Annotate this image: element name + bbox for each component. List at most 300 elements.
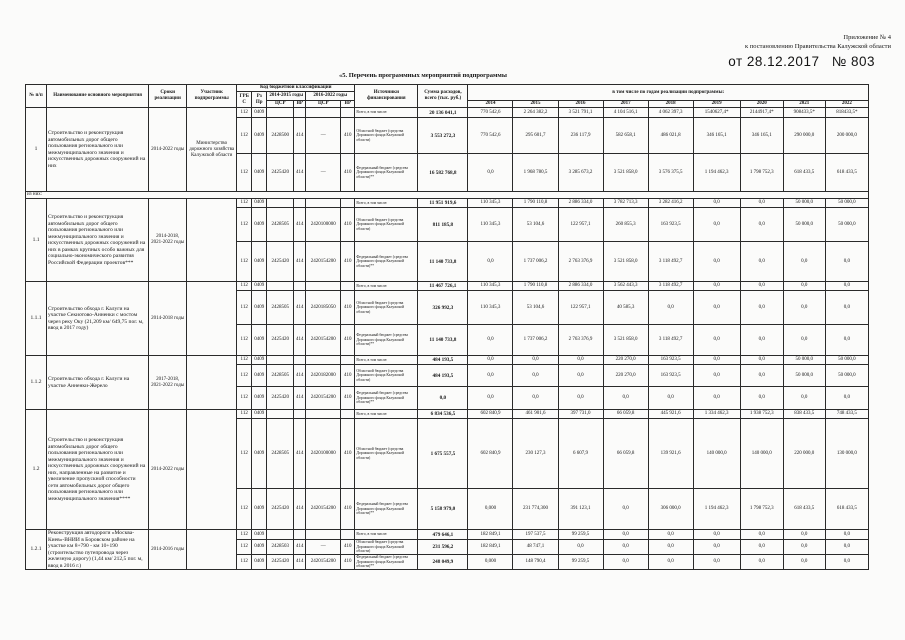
year-value-2019: 0,0 — [693, 356, 740, 365]
grbs-code: 112 — [237, 325, 252, 356]
grbs-code: 112 — [237, 208, 252, 242]
year-value-2022: 0,0 — [825, 554, 868, 569]
csr-code-2016-2022: — — [306, 154, 341, 192]
csr-code-2016-2022: 2420100000 — [306, 208, 341, 242]
vr-code-2016-2022: 410 — [341, 387, 355, 410]
year-value-2019: 0,0 — [693, 242, 740, 282]
csr-code-2016-2022 — [306, 108, 341, 118]
year-value-2015: 1 737 006,2 — [513, 242, 558, 282]
col-2014-2015: 2014-2015 годы — [267, 92, 306, 101]
csr-code-2016-2022 — [306, 282, 341, 291]
year-value-2017: 3 521 858,0 — [603, 154, 648, 192]
year-value-2020: 0,0 — [740, 325, 783, 356]
year-value-2014: 602 840,9 — [468, 410, 513, 419]
vr-code-2016-2022 — [341, 356, 355, 365]
rzpr-code: 0409 — [252, 356, 267, 365]
year-value-2022: 818433,5* — [825, 108, 868, 118]
vr-code-2016-2022: 410 — [341, 325, 355, 356]
funding-source: Областной бюджет (средства Дорожного фонда Калужской области) — [355, 365, 418, 387]
year-value-2015: 197 537,5 — [513, 530, 558, 540]
year-value-2018: 0,0 — [648, 387, 693, 410]
year-value-2014: 602 840,9 — [468, 419, 513, 489]
csr-code-2014-2015: 2428505 — [267, 419, 294, 489]
year-value-2016: 122 957,1 — [558, 208, 603, 242]
col-source: Источники финансирования — [355, 85, 418, 108]
rzpr-code: 0409 — [252, 530, 267, 540]
participant — [187, 199, 237, 282]
year-value-2017: 0,0 — [603, 530, 648, 540]
funding-source: Федеральный бюджет (средства Дорожного фонда Калужской области)** — [355, 387, 418, 410]
measure-name: Строительство и реконструкция автомобильных дорог общего пользования регионального или межмуниципального значения и искусственных дорожных сооружений на них — [47, 108, 149, 192]
vr-code-2016-2022 — [341, 199, 355, 208]
grbs-code: 112 — [237, 530, 252, 540]
csr-code-2016-2022: 2420154200 — [306, 325, 341, 356]
vr-code-2014-2015: 414 — [294, 540, 306, 555]
year-value-2015: 461 901,6 — [513, 410, 558, 419]
year-value-2016: 0,0 — [558, 540, 603, 555]
year-value-2014: 110 345,3 — [468, 291, 513, 325]
year-value-2019: 1540627,4* — [693, 108, 740, 118]
year-value-2018: 3 118 492,7 — [648, 282, 693, 291]
year-value-2016: 0,0 — [558, 356, 603, 365]
total-sum: 5 158 979,0 — [418, 489, 468, 530]
year-value-2014: 182 849,1 — [468, 540, 513, 555]
rzpr-code: 0409 — [252, 242, 267, 282]
year-value-2016: 122 957,1 — [558, 291, 603, 325]
year-value-2017: 3 562 443,3 — [603, 282, 648, 291]
table-row-note — [26, 192, 869, 199]
table-row — [26, 108, 869, 118]
year-value-2020: 0,0 — [740, 554, 783, 569]
year-value-2021: 50 000,0 — [783, 365, 825, 387]
program-measures-table — [25, 84, 869, 570]
year-value-2019: 0,0 — [693, 530, 740, 540]
row-number: 1 — [26, 108, 47, 192]
year-value-2019: 0,0 — [693, 325, 740, 356]
vr-code-2014-2015: 414 — [294, 242, 306, 282]
year-value-2016: 236 117,9 — [558, 118, 603, 154]
year-value-2017: 4 104 516,1 — [603, 108, 648, 118]
csr-code-2014-2015 — [267, 356, 294, 365]
year-value-2018: 0,0 — [648, 554, 693, 569]
year-value-2014: 770 542,6 — [468, 118, 513, 154]
year-value-2016: 2 886 334,0 — [558, 199, 603, 208]
year-value-2021: 0,0 — [783, 554, 825, 569]
year-value-2018: 306 000,0 — [648, 489, 693, 530]
year-value-2021: 50 000,0 — [783, 356, 825, 365]
funding-source: Всего, в том числе: — [355, 356, 418, 365]
year-value-2015: 0,0 — [513, 387, 558, 410]
total-sum: 20 136 041,1 — [418, 108, 468, 118]
funding-source: Всего, в том числе: — [355, 410, 418, 419]
csr-code-2016-2022: — — [306, 118, 341, 154]
vr-code-2016-2022: 410 — [341, 118, 355, 154]
year-value-2018: 163 923,5 — [648, 356, 693, 365]
year-value-2020: 0,0 — [740, 199, 783, 208]
year-value-2018: 486 021,8 — [648, 118, 693, 154]
grbs-code: 112 — [237, 410, 252, 419]
row-number: 1.2.1 — [26, 530, 47, 570]
funding-source: Федеральный бюджет (средства Дорожного фонда Калужской области)** — [355, 489, 418, 530]
year-value-2019: 0,0 — [693, 291, 740, 325]
csr-code-2014-2015: 2425420 — [267, 489, 294, 530]
col-csr-2: ЦСР — [306, 101, 341, 108]
year-value-2019: 0,0 — [693, 282, 740, 291]
total-sum: 6 834 536,5 — [418, 410, 468, 419]
csr-code-2016-2022: 2420154200 — [306, 554, 341, 569]
year-value-2017: 0,0 — [603, 489, 648, 530]
csr-code-2014-2015: 2425420 — [267, 387, 294, 410]
vr-code-2014-2015 — [294, 410, 306, 419]
vr-code-2014-2015 — [294, 356, 306, 365]
grbs-code: 112 — [237, 554, 252, 569]
funding-source: Всего, в том числе: — [355, 199, 418, 208]
csr-code-2014-2015: 2428503 — [267, 540, 294, 555]
decree-reference — [728, 54, 875, 69]
vr-code-2016-2022 — [341, 530, 355, 540]
year-value-2016: 397 731,0 — [558, 410, 603, 419]
year-value-2020: 0,0 — [740, 365, 783, 387]
year-value-2017: 3 782 713,3 — [603, 199, 648, 208]
year-value-2022: 50 000,0 — [825, 199, 868, 208]
rzpr-code: 0409 — [252, 365, 267, 387]
year-value-2018: 0,0 — [648, 530, 693, 540]
year-value-2016: 6 607,9 — [558, 419, 603, 489]
csr-code-2016-2022 — [306, 356, 341, 365]
vr-code-2016-2022: 410 — [341, 242, 355, 282]
vr-code-2016-2022: 410 — [341, 419, 355, 489]
year-value-2022: 0,0 — [825, 387, 868, 410]
total-sum: 811 185,8 — [418, 208, 468, 242]
col-num: № п/п — [26, 85, 47, 108]
vr-code-2016-2022: 410 — [341, 208, 355, 242]
year-value-2019: 1 194 462,3 — [693, 154, 740, 192]
document-title: «5. Перечень программных мероприятий подпрограммы — [339, 72, 507, 79]
csr-code-2014-2015 — [267, 530, 294, 540]
grbs-code: 112 — [237, 242, 252, 282]
col-by-year: в том числе по годам реализации подпрограммы: — [468, 85, 869, 101]
year-value-2020: 346 165,1 — [740, 118, 783, 154]
table-row — [26, 199, 869, 208]
csr-code-2016-2022: 2420154200 — [306, 242, 341, 282]
rzpr-code: 0409 — [252, 108, 267, 118]
year-value-2014: 0,0 — [468, 387, 513, 410]
col-term: Сроки реализации — [149, 85, 187, 108]
total-sum: 11 951 919,6 — [418, 199, 468, 208]
csr-code-2016-2022 — [306, 530, 341, 540]
funding-source: Всего, в том числе: — [355, 530, 418, 540]
year-value-2018: 3 576 375,5 — [648, 154, 693, 192]
rzpr-code: 0409 — [252, 387, 267, 410]
year-value-2022: 0,0 — [825, 282, 868, 291]
funding-source: Федеральный бюджет (средства Дорожного фонда Калужской области)** — [355, 325, 418, 356]
implementation-term: 2014-2016 годы — [149, 530, 187, 570]
rzpr-code: 0409 — [252, 208, 267, 242]
measure-name: Строительство и реконструкция автомобильных дорог общего пользования регионального или межмуниципального значения и искусственных дорожных сооружений на них, направленные на развитие и увеличение пропускной способности сети автомобильных дорог общего пользования регионального или межмуниципального значения**** — [47, 410, 149, 530]
year-value-2018: 445 921,6 — [648, 410, 693, 419]
funding-source: Областной бюджет (средства Дорожного фонда Калужской области) — [355, 208, 418, 242]
row-number: 1.1.2 — [26, 356, 47, 410]
year-value-2018: 163 923,5 — [648, 365, 693, 387]
year-value-2019: 1 334 462,3 — [693, 410, 740, 419]
year-value-2016: 0,0 — [558, 365, 603, 387]
year-value-2021: 0,0 — [783, 530, 825, 540]
vr-code-2014-2015: 414 — [294, 325, 306, 356]
csr-code-2016-2022: 2420154200 — [306, 387, 341, 410]
rzpr-code: 0409 — [252, 118, 267, 154]
year-value-2014: 770 542,6 — [468, 108, 513, 118]
year-value-2022: 0,0 — [825, 540, 868, 555]
funding-source: Областной бюджет (средства Дорожного фонда Калужской области) — [355, 118, 418, 154]
year-value-2022: 50 000,0 — [825, 208, 868, 242]
year-value-2016: 99 259,5 — [558, 530, 603, 540]
funding-source: Областной бюджет (средства Дорожного фонда Калужской области) — [355, 419, 418, 489]
year-value-2021: 618 433,5 — [783, 489, 825, 530]
funding-source: Всего, в том числе: — [355, 108, 418, 118]
csr-code-2016-2022 — [306, 410, 341, 419]
year-value-2021: 908433,5* — [783, 108, 825, 118]
year-value-2019: 140 000,0 — [693, 419, 740, 489]
year-value-2021: 838 433,5 — [783, 410, 825, 419]
total-sum: 11 467 726,1 — [418, 282, 468, 291]
year-value-2014: 110 345,3 — [468, 282, 513, 291]
table-row — [26, 530, 869, 540]
col-year-2016: 2016 — [558, 101, 603, 108]
year-value-2014: 0,0 — [468, 242, 513, 282]
col-name: Наименование основного мероприятия — [47, 85, 149, 108]
vr-code-2016-2022 — [341, 410, 355, 419]
implementation-term: 2014-2022 годы — [149, 410, 187, 530]
rzpr-code: 0409 — [252, 540, 267, 555]
csr-code-2014-2015: 2428505 — [267, 291, 294, 325]
measure-name: Реконструкция автодороги «Москва-Киев»-ВНИИ в Боровском районе на участке км 8+790 - км 10+190 (строительство путепровода через железную дорогу) (1,44 км/ 212,5 пог. м, ввод в 2016 г.) — [47, 530, 149, 570]
vr-code-2014-2015: 414 — [294, 387, 306, 410]
total-sum: 248 049,9 — [418, 554, 468, 569]
year-value-2020: 0,0 — [740, 291, 783, 325]
total-sum: 3 553 272,3 — [418, 118, 468, 154]
grbs-code: 112 — [237, 291, 252, 325]
rzpr-code: 0409 — [252, 410, 267, 419]
year-value-2021: 50 000,0 — [783, 208, 825, 242]
year-value-2019: 1 194 462,3 — [693, 489, 740, 530]
rzpr-code: 0409 — [252, 554, 267, 569]
appendix-note-line-2: к постановлению Правительства Калужской области — [745, 42, 891, 50]
year-value-2017: 0,0 — [603, 554, 648, 569]
year-value-2020: 1 798 752,3 — [740, 154, 783, 192]
year-value-2015: 48 747,1 — [513, 540, 558, 555]
year-value-2021: 0,0 — [783, 242, 825, 282]
year-value-2022: 130 000,0 — [825, 419, 868, 489]
year-value-2022: 748 433,5 — [825, 410, 868, 419]
participant — [187, 282, 237, 356]
year-value-2015: 1 790 110,8 — [513, 199, 558, 208]
year-value-2017: 3 521 858,0 — [603, 242, 648, 282]
grbs-code: 112 — [237, 387, 252, 410]
csr-code-2014-2015: 2428505 — [267, 365, 294, 387]
col-year-2021: 2021 — [783, 101, 825, 108]
year-value-2021: 0,0 — [783, 540, 825, 555]
col-vr-1: ВР — [294, 101, 306, 108]
year-value-2014: 182 849,1 — [468, 530, 513, 540]
csr-code-2014-2015 — [267, 410, 294, 419]
year-value-2019: 0,0 — [693, 554, 740, 569]
vr-code-2014-2015: 414 — [294, 208, 306, 242]
year-value-2022: 0,0 — [825, 530, 868, 540]
col-2016-2022: 2016-2022 годы — [306, 92, 355, 101]
vr-code-2014-2015: 414 — [294, 291, 306, 325]
funding-source: Всего, в том числе: — [355, 282, 418, 291]
year-value-2018: 139 921,6 — [648, 419, 693, 489]
decree-number: № 803 — [831, 54, 875, 69]
year-value-2017: 66 059,8 — [603, 419, 648, 489]
year-value-2021: 290 000,0 — [783, 118, 825, 154]
csr-code-2016-2022: — — [306, 540, 341, 555]
col-sum: Сумма расходов, всего (тыс. руб.) — [418, 85, 468, 108]
vr-code-2016-2022: 410 — [341, 154, 355, 192]
year-value-2017: 582 658,1 — [603, 118, 648, 154]
rzpr-code: 0409 — [252, 291, 267, 325]
funding-source: Областной бюджет (средства Дорожного фонда Калужской области) — [355, 540, 418, 555]
vr-code-2014-2015: 414 — [294, 118, 306, 154]
year-value-2014: 110 345,3 — [468, 199, 513, 208]
total-sum: 479 646,1 — [418, 530, 468, 540]
year-value-2022: 50 000,0 — [825, 365, 868, 387]
vr-code-2016-2022: 410 — [341, 365, 355, 387]
grbs-code: 112 — [237, 489, 252, 530]
vr-code-2014-2015: 414 — [294, 419, 306, 489]
total-sum: 1 675 557,5 — [418, 419, 468, 489]
csr-code-2014-2015: 2425420 — [267, 154, 294, 192]
year-value-2016: 2 886 334,0 — [558, 282, 603, 291]
col-year-2019: 2019 — [693, 101, 740, 108]
total-sum: 16 582 768,8 — [418, 154, 468, 192]
year-value-2018: 4 062 397,3 — [648, 108, 693, 118]
year-value-2016: 3 285 673,2 — [558, 154, 603, 192]
total-sum: 484 193,5 — [418, 356, 468, 365]
year-value-2017: 66 059,8 — [603, 410, 648, 419]
year-value-2020: 0,0 — [740, 356, 783, 365]
year-value-2014: 0,000 — [468, 554, 513, 569]
year-value-2019: 0,0 — [693, 199, 740, 208]
funding-source: Федеральный бюджет (средства Дорожного фонда Калужской области)** — [355, 154, 418, 192]
year-value-2022: 200 000,0 — [825, 118, 868, 154]
grbs-code: 112 — [237, 154, 252, 192]
year-value-2017: 0,0 — [603, 540, 648, 555]
year-value-2022: 618 433,5 — [825, 154, 868, 192]
vr-code-2014-2015 — [294, 108, 306, 118]
rzpr-code: 0409 — [252, 154, 267, 192]
grbs-code: 112 — [237, 540, 252, 555]
csr-code-2016-2022: 2420100000 — [306, 419, 341, 489]
vr-code-2016-2022: 410 — [341, 291, 355, 325]
year-value-2015: 0,0 — [513, 356, 558, 365]
year-value-2021: 618 433,5 — [783, 154, 825, 192]
year-value-2016: 391 123,1 — [558, 489, 603, 530]
participant: Министерство дорожного хозяйства Калужской области — [187, 108, 237, 192]
year-value-2014: 0,0 — [468, 365, 513, 387]
table-body — [26, 108, 869, 570]
vr-code-2016-2022 — [341, 108, 355, 118]
year-value-2017: 260 855,3 — [603, 208, 648, 242]
funding-source: Областной бюджет (средства Дорожного фонда Калужской области) — [355, 291, 418, 325]
vr-code-2014-2015: 414 — [294, 489, 306, 530]
vr-code-2014-2015: 414 — [294, 365, 306, 387]
total-sum: 326 992,3 — [418, 291, 468, 325]
year-value-2014: 110 345,3 — [468, 208, 513, 242]
csr-code-2014-2015 — [267, 282, 294, 291]
year-value-2020: 1 798 752,3 — [740, 489, 783, 530]
csr-code-2014-2015 — [267, 199, 294, 208]
vr-code-2014-2015 — [294, 530, 306, 540]
vr-code-2016-2022: 410 — [341, 540, 355, 555]
row-number: 1.1.1 — [26, 282, 47, 356]
year-value-2021: 0,0 — [783, 325, 825, 356]
year-value-2021: 0,0 — [783, 282, 825, 291]
col-participant: Участник подпрограммы — [187, 85, 237, 108]
csr-code-2016-2022: 2420182000 — [306, 365, 341, 387]
vr-code-2014-2015 — [294, 282, 306, 291]
csr-code-2014-2015: 2428500 — [267, 118, 294, 154]
col-year-2014: 2014 — [468, 101, 513, 108]
col-rzpr: Рз Пр — [252, 92, 267, 108]
decree-date: от 28.12.2017 — [728, 54, 820, 69]
year-value-2021: 0,0 — [783, 387, 825, 410]
table-row — [26, 282, 869, 291]
rzpr-code: 0409 — [252, 325, 267, 356]
csr-code-2014-2015: 2425420 — [267, 554, 294, 569]
year-value-2020: 2144917,4* — [740, 108, 783, 118]
year-value-2020: 0,0 — [740, 387, 783, 410]
year-value-2014: 0,000 — [468, 489, 513, 530]
csr-code-2016-2022: 2420154200 — [306, 489, 341, 530]
rzpr-code: 0409 — [252, 282, 267, 291]
year-value-2022: 0,0 — [825, 325, 868, 356]
funding-source: Федеральный бюджет (средства Дорожного фонда Калужской области)** — [355, 242, 418, 282]
grbs-code: 112 — [237, 108, 252, 118]
appendix-note-line-1: Приложение № 4 — [843, 34, 891, 41]
csr-code-2014-2015: 2428505 — [267, 208, 294, 242]
appendix-note — [745, 34, 891, 51]
col-year-2017: 2017 — [603, 101, 648, 108]
col-csr-1: ЦСР — [267, 101, 294, 108]
measure-name: Строительство обхода г. Калуги на участке Анненки-Жерело — [47, 356, 149, 410]
implementation-term: 2014-2018 годы — [149, 282, 187, 356]
year-value-2022: 0,0 — [825, 242, 868, 282]
year-value-2020: 0,0 — [740, 540, 783, 555]
funding-source: Федеральный бюджет (средства Дорожного фонда Калужской области)** — [355, 554, 418, 569]
grbs-code: 112 — [237, 118, 252, 154]
year-value-2015: 2 264 382,2 — [513, 108, 558, 118]
year-value-2016: 2 763 376,9 — [558, 242, 603, 282]
year-value-2020: 0,0 — [740, 530, 783, 540]
total-sum: 11 140 733,8 — [418, 325, 468, 356]
measure-name: Строительство обхода г. Калуги на участке Секиотово-Анненки с мостом через реку Оку (21,209 км/ 649,75 пог. м, ввод в 2017 году) — [47, 282, 149, 356]
year-value-2017: 220 270,0 — [603, 365, 648, 387]
year-value-2015: 53 104,6 — [513, 208, 558, 242]
row-number: 1.2 — [26, 410, 47, 530]
year-value-2016: 0,0 — [558, 387, 603, 410]
year-value-2018: 3 118 492,7 — [648, 242, 693, 282]
rzpr-code: 0409 — [252, 489, 267, 530]
year-value-2018: 163 923,5 — [648, 208, 693, 242]
year-value-2022: 618 433,5 — [825, 489, 868, 530]
year-value-2014: 0,0 — [468, 154, 513, 192]
col-vr-2: ВР — [341, 101, 355, 108]
year-value-2016: 3 521 791,1 — [558, 108, 603, 118]
year-value-2019: 0,0 — [693, 208, 740, 242]
row-number: 1.1 — [26, 199, 47, 282]
col-year-2015: 2015 — [513, 101, 558, 108]
